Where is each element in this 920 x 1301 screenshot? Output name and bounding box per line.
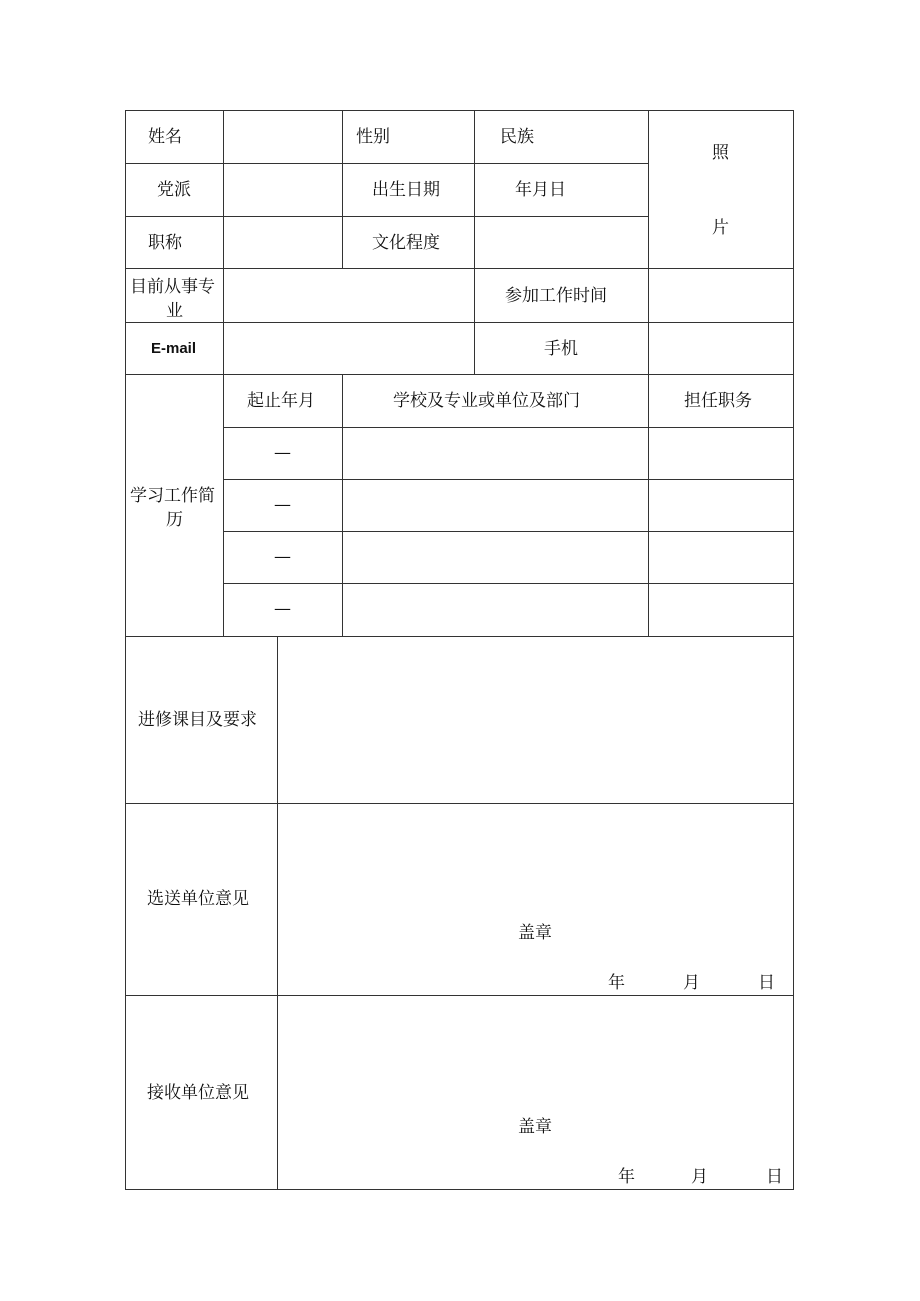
col-divider: [342, 110, 343, 269]
major-label-line2: 业: [166, 301, 183, 321]
history-row-position[interactable]: [649, 428, 793, 479]
gender-label: 性别: [356, 127, 390, 147]
sender-opinion-field[interactable]: [278, 804, 793, 995]
sender-label: 选送单位意见: [147, 889, 249, 909]
ethnicity-label: 民族: [500, 127, 534, 147]
photo-label-bottom: 片: [712, 218, 729, 238]
email-label: E-mail: [151, 340, 197, 357]
phone-field[interactable]: [649, 323, 793, 374]
name-label: 姓名: [148, 127, 182, 147]
receiver-opinion-field[interactable]: [278, 996, 793, 1189]
name-field[interactable]: [224, 111, 342, 163]
history-row-org[interactable]: [343, 584, 648, 636]
history-row-org[interactable]: [343, 532, 648, 583]
major-field[interactable]: [224, 269, 474, 322]
birth-label: 出生日期: [372, 180, 440, 200]
history-row-period[interactable]: —: [274, 547, 291, 567]
history-row-position[interactable]: [649, 584, 793, 636]
history-label-line2: 历: [166, 510, 183, 530]
start-work-label: 参加工作时间: [505, 286, 607, 306]
history-row-org[interactable]: [343, 428, 648, 479]
history-row-position[interactable]: [649, 532, 793, 583]
history-row-period[interactable]: —: [274, 599, 291, 619]
receiver-seal: 盖章: [518, 1117, 552, 1137]
border-right: [793, 110, 794, 1190]
email-field[interactable]: [224, 323, 474, 374]
border-bottom: [125, 1189, 794, 1190]
party-label: 党派: [157, 180, 191, 200]
start-work-field[interactable]: [649, 269, 793, 322]
history-row-org[interactable]: [343, 480, 648, 531]
row-divider: [125, 163, 649, 164]
education-label: 文化程度: [372, 233, 440, 253]
major-label-line1: 目前从事专: [130, 277, 215, 297]
border-left: [125, 110, 126, 1190]
history-col-period: 起止年月: [247, 391, 315, 411]
history-row-period[interactable]: —: [274, 443, 291, 463]
history-col-org: 学校及专业或单位及部门: [393, 391, 580, 411]
title-label: 职称: [148, 233, 182, 253]
history-row-period[interactable]: —: [274, 495, 291, 515]
courses-label: 进修课目及要求: [138, 710, 257, 730]
photo-label-top: 照: [712, 143, 729, 163]
receiver-month: 月: [691, 1167, 708, 1187]
receiver-day: 日: [766, 1167, 783, 1187]
phone-label: 手机: [544, 339, 578, 359]
party-field[interactable]: [224, 164, 342, 216]
receiver-label: 接收单位意见: [147, 1083, 249, 1103]
title-field[interactable]: [224, 217, 342, 268]
history-row-position[interactable]: [649, 480, 793, 531]
history-col-position: 担任职务: [684, 391, 752, 411]
photo-box[interactable]: [649, 111, 793, 268]
sender-seal: 盖章: [518, 923, 552, 943]
sender-year: 年: [608, 973, 625, 993]
courses-field[interactable]: [278, 637, 793, 803]
row-divider: [125, 374, 794, 375]
receiver-year: 年: [618, 1167, 635, 1187]
education-field[interactable]: [475, 217, 648, 268]
birth-value[interactable]: 年月日: [515, 180, 566, 200]
sender-day: 日: [758, 973, 775, 993]
sender-month: 月: [683, 973, 700, 993]
history-label-line1: 学习工作简: [130, 486, 215, 506]
